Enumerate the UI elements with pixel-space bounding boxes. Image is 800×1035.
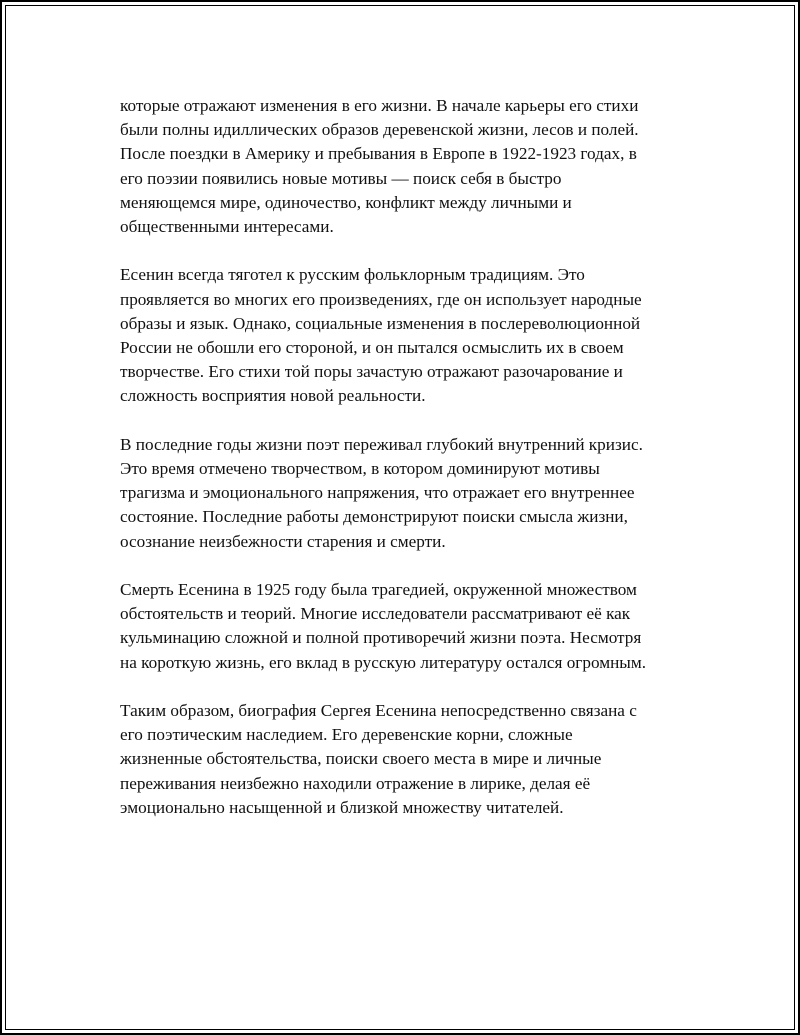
paragraph-3 <box>120 433 695 554</box>
text-line: Таким образом, биография Сергея Есенина непосредственно связана с <box>120 701 637 721</box>
text-line: Это время отмечено творчеством, в котором доминируют мотивы <box>120 459 600 479</box>
text-line: обстоятельств и теорий. Многие исследователи рассматривают её как <box>120 604 631 624</box>
text-line: кульминацию сложной и полной противоречий жизни поэта. Несмотря <box>120 628 642 648</box>
text-line: трагизма и эмоционального напряжения, что отражает его внутреннее <box>120 483 635 503</box>
paragraph-2 <box>120 263 695 408</box>
text-line: сложность восприятия новой реальности. <box>120 386 426 406</box>
text-line: России не обошли его стороной, и он пытался осмыслить их в своем <box>120 338 624 358</box>
text-line: на короткую жизнь, его вклад в русскую литературу остался огромным. <box>120 652 647 672</box>
text-line: общественными интересами. <box>120 217 334 237</box>
paragraph-5 <box>120 699 695 820</box>
text-line: проявляется во многих его произведениях, где он использует народные <box>120 289 642 309</box>
paragraph-1 <box>120 94 695 239</box>
text-line: Смерть Есенина в 1925 году была трагедией, окруженной множеством <box>120 580 637 600</box>
text-line: После поездки в Америку и пребывания в Европе в 1922-1923 годах, в <box>120 144 637 164</box>
paragraph-4 <box>120 578 695 675</box>
text-line: меняющемся мире, одиночество, конфликт между личными и <box>120 192 572 212</box>
text-line: эмоционально насыщенной и близкой множеству читателей. <box>120 797 564 817</box>
text-line: образы и язык. Однако, социальные изменения в послереволюционной <box>120 313 641 333</box>
text-line: состояние. Последние работы демонстрируют поиски смысла жизни, <box>120 507 628 527</box>
document-body <box>120 94 695 844</box>
text-line: осознание неизбежности старения и смерти. <box>120 531 446 551</box>
text-line: Есенин всегда тяготел к русским фольклорным традициям. Это <box>120 265 585 285</box>
text-line: В последние годы жизни поэт переживал глубокий внутренний кризис. <box>120 434 643 454</box>
text-line: его поэтическим наследием. Его деревенские корни, сложные <box>120 725 573 745</box>
text-line: которые отражают изменения в его жизни. В начале карьеры его стихи <box>120 96 639 115</box>
text-line: жизненные обстоятельства, поиски своего места в мире и личные <box>120 749 602 769</box>
text-line: были полны идиллических образов деревенской жизни, лесов и полей. <box>120 120 639 140</box>
text-line: переживания неизбежно находили отражение в лирике, делая её <box>120 773 591 793</box>
text-line: творчестве. Его стихи той поры зачастую отражают разочарование и <box>120 362 623 382</box>
text-line: его поэзии появились новые мотивы — поиск себя в быстро <box>120 168 562 188</box>
